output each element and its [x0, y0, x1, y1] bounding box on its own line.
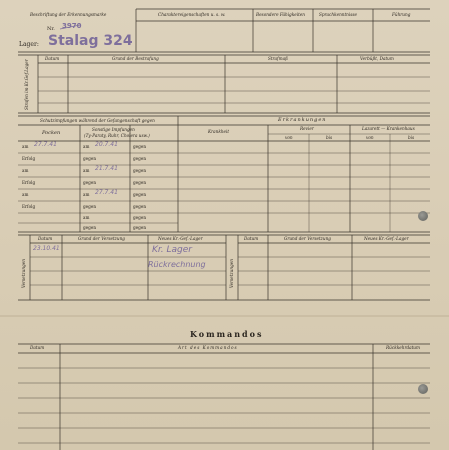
lager-label: Lager:	[19, 41, 39, 48]
strafen-side-label: Strafen im Kr.Gef.Lager	[24, 59, 29, 110]
strafen-col-strafmass: Strafmaß	[268, 56, 288, 61]
sonst-am-4: am	[83, 215, 90, 220]
impfungen-title: Schutzimpfungen während der Gefangenschaft gegen	[40, 118, 155, 123]
sonst-gegen-2: gegen	[83, 180, 97, 185]
lager-stamp: Stalag 324	[48, 33, 133, 49]
pocken-am-2: am	[22, 168, 29, 173]
revier-label: Revier	[300, 126, 314, 131]
sonst2-gegen-2: gegen	[133, 156, 147, 161]
pocken-am-1: am	[22, 144, 29, 149]
revier-bis: bis	[326, 135, 333, 140]
sonst-am-1: am	[83, 144, 90, 149]
sonst-date-1: 20.7.41	[95, 141, 118, 148]
versetzungen-side-label-right: Versetzungen	[229, 259, 234, 288]
vers-col-grund-right: Grund der Versetzung	[284, 236, 331, 241]
krankheit-label: Krankheit	[208, 129, 230, 134]
sonst-date-3: 27.7.41	[95, 189, 118, 196]
vers-col-datum-left: Datum	[38, 236, 53, 241]
sonst2-gegen-5: gegen	[133, 192, 147, 197]
kommandos-col-datum: Datum	[30, 345, 45, 350]
nr-label: Nr.	[47, 26, 55, 32]
nr-value: 3970	[62, 22, 82, 30]
strafen-col-datum: Datum	[45, 56, 60, 61]
vers-entry-grund: Rückrechnung	[148, 260, 206, 269]
kommandos-col-art: Art des Kommandos	[178, 345, 238, 350]
sonst2-gegen-1: gegen	[133, 144, 147, 149]
strafen-col-verbuesst: Verbüßt, Datum	[360, 56, 394, 61]
sonst2-gegen-7: gegen	[133, 215, 147, 220]
pocken-erfolg-1: Erfolg	[22, 156, 36, 161]
sonst-gegen-1: gegen	[83, 156, 97, 161]
vers-col-neues-right: Neues Kr.-Gef.-Lager	[364, 236, 409, 241]
vers-col-datum-right: Datum	[244, 236, 259, 241]
vers-entry-date: 23.10.41	[33, 245, 60, 252]
beschriftung-label: Beschriftung der Erkennungsmarke	[30, 12, 107, 17]
lazarett-label: Lazarett — Krankenhaus	[362, 126, 415, 131]
pocken-erfolg-2: Erfolg	[22, 180, 36, 185]
sonst-am-2: am	[83, 168, 90, 173]
revier-von: von	[285, 135, 293, 140]
vers-entry-lager: Kr. Lager	[152, 245, 192, 255]
punch-hole-upper	[418, 211, 428, 221]
lazarett-bis: bis	[408, 135, 415, 140]
faehigkeiten-label: Besondere Fähigkeiten	[256, 12, 305, 17]
vers-col-neues-left: Neues Kr.-Gef.-Lager	[158, 236, 203, 241]
sonstige-sublabel: (Ty-Paraty, Ruhr, Cholera usw.)	[84, 133, 150, 138]
pocken-label: Pocken	[42, 130, 61, 136]
erkrankungen-title: Erkrankungen	[278, 117, 327, 123]
pocken-date-1: 27.7.41	[34, 141, 57, 148]
sonst2-gegen-3: gegen	[133, 168, 147, 173]
sprachkenntnisse-label: Sprachkenntnisse	[319, 12, 357, 17]
sonst2-gegen-4: gegen	[133, 180, 147, 185]
sonst-date-2: 21.7.41	[95, 165, 118, 172]
sonst-am-3: am	[83, 192, 90, 197]
charakter-label: Charaktereigenschaften u. s. w.	[158, 12, 226, 17]
strafen-col-grund: Grund der Bestrafung	[112, 56, 159, 61]
lazarett-von: von	[366, 135, 374, 140]
pocken-erfolg-3: Erfolg	[22, 204, 36, 209]
sonst2-gegen-6: gegen	[133, 204, 147, 209]
vers-col-grund-left: Grund der Versetzung	[78, 236, 125, 241]
sonst-gegen-4: gegen	[83, 225, 97, 230]
kommandos-title: Kommandos	[190, 329, 264, 339]
sonst2-gegen-8: gegen	[133, 225, 147, 230]
fuehrung-label: Führung	[392, 12, 411, 17]
pocken-am-3: am	[22, 192, 29, 197]
versetzungen-side-label-left: Versetzungen	[21, 259, 26, 288]
sonstige-label: Sonstige Impfungen	[92, 127, 135, 132]
sonst-gegen-3: gegen	[83, 204, 97, 209]
kommandos-col-rueckkehr: Rückkehrdatum	[386, 345, 420, 350]
punch-hole-lower	[418, 384, 428, 394]
